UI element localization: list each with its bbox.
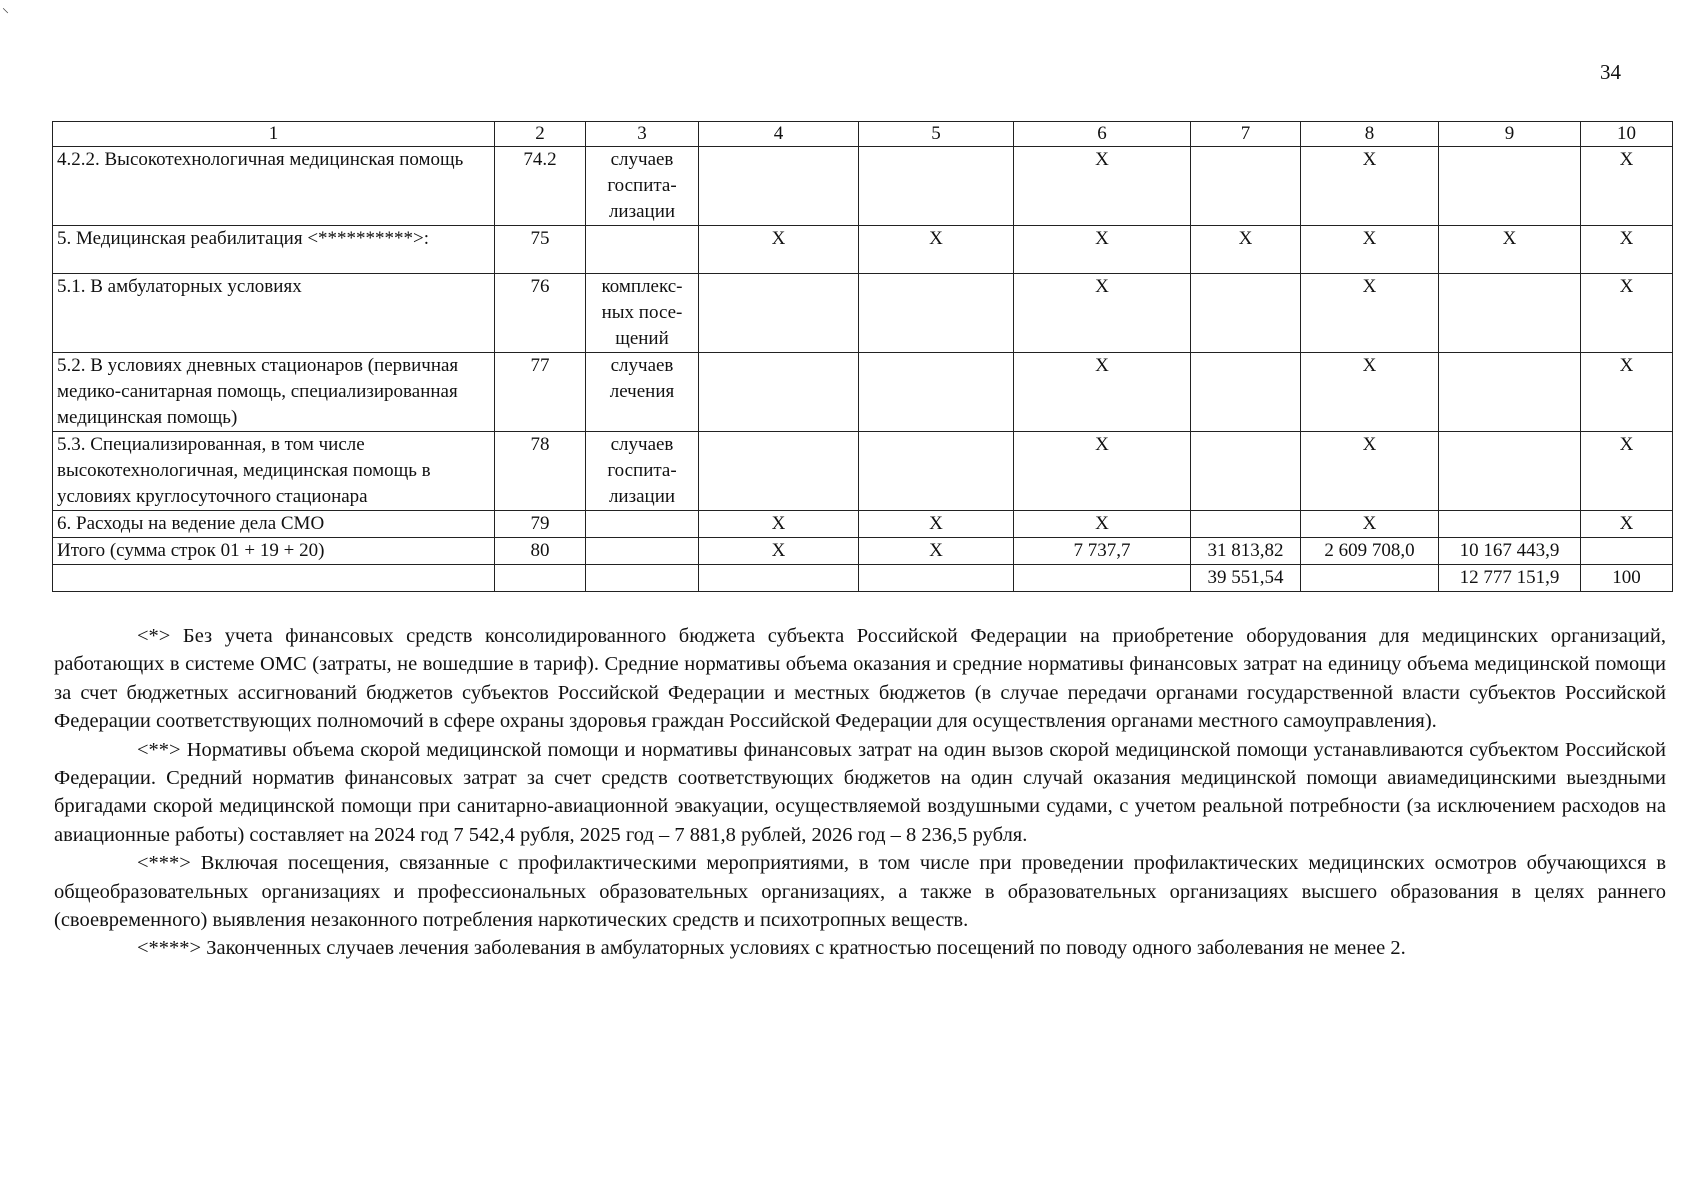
table-cell: Х [1581, 511, 1673, 538]
table-cell [586, 226, 699, 274]
table-cell: комплекс-ных посе-щений [586, 274, 699, 353]
table-cell: Итого (сумма строк 01 + 19 + 20) [53, 538, 495, 565]
table-cell: Х [1301, 353, 1439, 432]
table-cell: Х [1439, 226, 1581, 274]
table-cell: 7 737,7 [1014, 538, 1191, 565]
table-cell [1439, 274, 1581, 353]
table-cell: Х [1301, 511, 1439, 538]
table-cell [1581, 538, 1673, 565]
footnotes [54, 622, 1666, 963]
column-header: 2 [495, 122, 586, 147]
table-cell [1439, 353, 1581, 432]
table-cell: Х [1301, 147, 1439, 226]
table-cell: случаев госпита-лизации [586, 432, 699, 511]
table-cell [1439, 511, 1581, 538]
table-row [53, 565, 1673, 592]
scan-mark: ⸌ [2, 7, 9, 22]
footnote: <***> Включая посещения, связанные с профилактическими мероприятиями, в том числе при проведении профилактических медицинских осмотров обучающихся в общеобразовательных организациях и профессиональных образовательных организациях, а также в образовательных организациях высшего образования в целях раннего (своевременного) выявления незаконного потребления наркотических средств и психотропных веществ. [54, 852, 1666, 932]
table-cell [586, 565, 699, 592]
column-header: 5 [859, 122, 1014, 147]
table-cell: Х [1014, 226, 1191, 274]
table-cell [699, 274, 859, 353]
table-cell: Х [699, 226, 859, 274]
table-row [53, 538, 1673, 565]
table-cell: Х [1014, 432, 1191, 511]
table-cell: 12 777 151,9 [1439, 565, 1581, 592]
table-cell: 5.1. В амбулаторных условиях [53, 274, 495, 353]
table-cell: Х [1581, 432, 1673, 511]
column-header: 4 [699, 122, 859, 147]
table-cell: Х [1581, 147, 1673, 226]
table-cell: Х [1014, 274, 1191, 353]
table-cell: Х [859, 226, 1014, 274]
table-cell [699, 565, 859, 592]
table-cell: Х [859, 538, 1014, 565]
column-header: 6 [1014, 122, 1191, 147]
table-cell: Х [1301, 226, 1439, 274]
table-cell [1191, 432, 1301, 511]
table-cell: случаев лечения [586, 353, 699, 432]
table-cell: Х [1014, 353, 1191, 432]
table-cell: Х [1301, 274, 1439, 353]
table-cell: 74.2 [495, 147, 586, 226]
table-row [53, 147, 1673, 226]
table-cell: Х [1581, 226, 1673, 274]
table-cell: 31 813,82 [1191, 538, 1301, 565]
table-cell [495, 565, 586, 592]
footnote: <*> Без учета финансовых средств консолидированного бюджета субъекта Российской Федерации на приобретение оборудования для медицинских организаций, работающих в системе ОМС (затраты, не вошедшие в тариф). Средние нормативы объема оказания и средние нормативы финансовых затрат на единицу объема медицинской помощи за счет бюджетных ассигнований бюджетов субъектов Российской Федерации и местных бюджетов (в случае передачи органами государственной власти субъектов Российской Федерации соответствующих полномочий в сфере охраны здоровья граждан Российской Федерации для осуществления органами местного самоуправления). [54, 625, 1666, 733]
table-row [53, 511, 1673, 538]
table-row [53, 226, 1673, 274]
table-cell [586, 538, 699, 565]
table-cell: 2 609 708,0 [1301, 538, 1439, 565]
table-cell [1191, 511, 1301, 538]
table-cell: Х [859, 511, 1014, 538]
table-cell [699, 147, 859, 226]
table-cell [859, 565, 1014, 592]
table-cell: Х [1191, 226, 1301, 274]
table-cell [1439, 147, 1581, 226]
table-cell: 79 [495, 511, 586, 538]
table-cell: 75 [495, 226, 586, 274]
table-cell [859, 147, 1014, 226]
table-cell: 77 [495, 353, 586, 432]
table-row [53, 353, 1673, 432]
table-cell [53, 565, 495, 592]
table-cell: 5. Медицинская реабилитация <**********>: [53, 226, 495, 274]
table-cell: 6. Расходы на ведение дела СМО [53, 511, 495, 538]
table-cell: 76 [495, 274, 586, 353]
data-table [52, 121, 1673, 592]
column-header: 7 [1191, 122, 1301, 147]
column-header: 9 [1439, 122, 1581, 147]
table-cell [699, 432, 859, 511]
table-cell [586, 511, 699, 538]
table-cell: Х [1581, 353, 1673, 432]
table-cell [1191, 353, 1301, 432]
table-cell [1191, 274, 1301, 353]
table-cell: 80 [495, 538, 586, 565]
table-cell: 5.2. В условиях дневных стационаров (первичная медико-санитарная помощь, специализированная медицинская помощь) [53, 353, 495, 432]
column-header: 8 [1301, 122, 1439, 147]
table-row [53, 432, 1673, 511]
column-header: 3 [586, 122, 699, 147]
table-row [53, 274, 1673, 353]
table-cell [1014, 565, 1191, 592]
table-cell [859, 432, 1014, 511]
table-cell: Х [1581, 274, 1673, 353]
table-cell [1439, 432, 1581, 511]
table-cell [859, 274, 1014, 353]
column-header: 1 [53, 122, 495, 147]
table-cell: 100 [1581, 565, 1673, 592]
table-cell [1191, 147, 1301, 226]
table-cell [1301, 565, 1439, 592]
footnote: <**> Нормативы объема скорой медицинской помощи и нормативы финансовых затрат на один вызов скорой медицинской помощи устанавливаются субъектом Российской Федерации. Средний норматив финансовых затрат за счет средств соответствующих бюджетов на один случай оказания медицинской помощи авиамедицинскими выездными бригадами скорой медицинской помощи при санитарно-авиационной эвакуации, осуществляемой воздушными судами, с учетом реальной потребности (за исключением расходов на авиационные работы) составляет на 2024 год 7 542,4 рубля, 2025 год – 7 881,8 рублей, 2026 год – 8 236,5 рубля. [54, 738, 1666, 846]
table-cell: Х [1014, 511, 1191, 538]
table-cell [699, 353, 859, 432]
table-cell [859, 353, 1014, 432]
footnote: <****> Законченных случаев лечения заболевания в амбулаторных условиях с кратностью посещений по поводу одного заболевания не менее 2. [137, 937, 1406, 960]
column-header: 10 [1581, 122, 1673, 147]
table-cell: Х [1014, 147, 1191, 226]
table-cell: 10 167 443,9 [1439, 538, 1581, 565]
table-cell: Х [699, 511, 859, 538]
table-cell: Х [1301, 432, 1439, 511]
page-number: 34 [1600, 60, 1621, 84]
table-cell: 78 [495, 432, 586, 511]
table-cell: Х [699, 538, 859, 565]
table-cell: 4.2.2. Высокотехнологичная медицинская помощь [53, 147, 495, 226]
table-cell: 39 551,54 [1191, 565, 1301, 592]
table-body [53, 122, 1673, 592]
table-cell: 5.3. Специализированная, в том числе высокотехнологичная, медицинская помощь в условиях круглосуточного стационара [53, 432, 495, 511]
table-header-row [53, 122, 1673, 147]
table-cell: случаев госпита-лизации [586, 147, 699, 226]
